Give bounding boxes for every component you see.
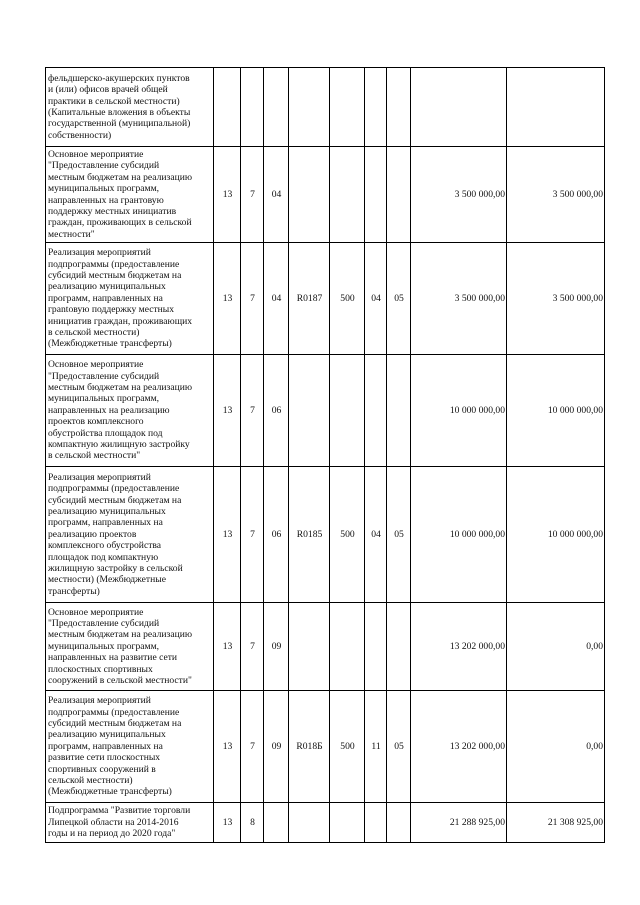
code-cell-2: 7 xyxy=(241,603,264,691)
table-row xyxy=(46,467,605,603)
amount-cell-1 xyxy=(411,68,507,147)
code-cell-1: 13 xyxy=(214,603,241,691)
code-cell-4: R018Б xyxy=(289,691,330,803)
table-row xyxy=(46,68,605,147)
code-cell-6: 11 xyxy=(365,691,387,803)
code-cell-1: 13 xyxy=(214,467,241,603)
row-name-cell: Реализация мероприятий подпрограммы (предоставление субсидий местным бюджетам на реализацию муниципальных программ, направленных на реализацию проектов комплексного обустройства площадок под компактную жилищную застройку в сельской местности) (Межбюджетные трансферты) xyxy=(46,467,214,603)
code-cell-4 xyxy=(289,803,330,843)
code-cell-2 xyxy=(241,68,264,147)
code-cell-3: 09 xyxy=(264,603,289,691)
code-cell-5: 500 xyxy=(330,243,365,355)
amount-cell-1: 10 000 000,00 xyxy=(411,467,507,603)
code-cell-1: 13 xyxy=(214,355,241,467)
code-cell-7: 05 xyxy=(387,243,411,355)
amount-cell-2: 21 308 925,00 xyxy=(507,803,605,843)
code-cell-6 xyxy=(365,68,387,147)
table-row xyxy=(46,147,605,243)
code-cell-5 xyxy=(330,355,365,467)
code-cell-2: 7 xyxy=(241,243,264,355)
code-cell-4 xyxy=(289,68,330,147)
code-cell-1: 13 xyxy=(214,691,241,803)
code-cell-1: 13 xyxy=(214,147,241,243)
amount-cell-1: 3 500 000,00 xyxy=(411,243,507,355)
code-cell-4 xyxy=(289,355,330,467)
amount-cell-1: 10 000 000,00 xyxy=(411,355,507,467)
code-cell-3: 04 xyxy=(264,147,289,243)
code-cell-4 xyxy=(289,147,330,243)
code-cell-5 xyxy=(330,68,365,147)
code-cell-3 xyxy=(264,803,289,843)
table-row xyxy=(46,691,605,803)
code-cell-2: 7 xyxy=(241,691,264,803)
row-name-cell: Реализация мероприятий подпрограммы (предоставление субсидий местным бюджетам на реализацию муниципальных программ, направленных на граntовую поддержку местных инициатив граждан, проживающих в сельской местности) (Межбюджетные трансферты) xyxy=(46,243,214,355)
code-cell-2: 7 xyxy=(241,355,264,467)
code-cell-6 xyxy=(365,603,387,691)
table-row xyxy=(46,603,605,691)
code-cell-7 xyxy=(387,603,411,691)
code-cell-1: 13 xyxy=(214,243,241,355)
code-cell-1: 13 xyxy=(214,803,241,843)
amount-cell-2: 0,00 xyxy=(507,603,605,691)
table-row xyxy=(46,803,605,843)
code-cell-5 xyxy=(330,603,365,691)
code-cell-4 xyxy=(289,603,330,691)
amount-cell-2 xyxy=(507,68,605,147)
amount-cell-2: 3 500 000,00 xyxy=(507,147,605,243)
code-cell-6: 04 xyxy=(365,243,387,355)
code-cell-1 xyxy=(214,68,241,147)
code-cell-2: 7 xyxy=(241,467,264,603)
code-cell-5 xyxy=(330,803,365,843)
amount-cell-2: 10 000 000,00 xyxy=(507,355,605,467)
row-name-cell: Реализация мероприятий подпрограммы (предоставление субсидий местным бюджетам на реализацию муниципальных программ, направленных на развитие сети плоскостных спортивных сооружений в сельской местности) (Межбюджетные трансферты) xyxy=(46,691,214,803)
code-cell-6 xyxy=(365,147,387,243)
code-cell-4: R0185 xyxy=(289,467,330,603)
code-cell-2: 7 xyxy=(241,147,264,243)
code-cell-4: R0187 xyxy=(289,243,330,355)
code-cell-5 xyxy=(330,147,365,243)
code-cell-3: 06 xyxy=(264,355,289,467)
code-cell-7: 05 xyxy=(387,467,411,603)
table-body xyxy=(46,68,605,843)
table-row xyxy=(46,243,605,355)
row-name-cell: фельдшерско-акушерских пунктов и (или) офисов врачей общей практики в сельской местности) (Капитальные вложения в объекты государственной (муниципальной) собственности) xyxy=(46,68,214,147)
code-cell-5: 500 xyxy=(330,691,365,803)
amount-cell-1: 13 202 000,00 xyxy=(411,603,507,691)
code-cell-3: 06 xyxy=(264,467,289,603)
code-cell-7 xyxy=(387,355,411,467)
amount-cell-1: 21 288 925,00 xyxy=(411,803,507,843)
amount-cell-1: 3 500 000,00 xyxy=(411,147,507,243)
code-cell-5: 500 xyxy=(330,467,365,603)
row-name-cell: Основное мероприятие "Предоставление субсидий местным бюджетам на реализацию муниципальных программ, направленных на грантовую поддержку местных инициатив граждан, проживающих в сельской местности" xyxy=(46,147,214,243)
budget-table xyxy=(45,67,605,843)
code-cell-7 xyxy=(387,803,411,843)
code-cell-2: 8 xyxy=(241,803,264,843)
code-cell-6 xyxy=(365,355,387,467)
row-name-cell: Подпрограмма "Развитие торговли Липецкой области на 2014-2016 годы и на период до 2020 года" xyxy=(46,803,214,843)
amount-cell-1: 13 202 000,00 xyxy=(411,691,507,803)
code-cell-7: 05 xyxy=(387,691,411,803)
code-cell-6: 04 xyxy=(365,467,387,603)
amount-cell-2: 3 500 000,00 xyxy=(507,243,605,355)
code-cell-3 xyxy=(264,68,289,147)
table-row xyxy=(46,355,605,467)
code-cell-3: 09 xyxy=(264,691,289,803)
code-cell-6 xyxy=(365,803,387,843)
amount-cell-2: 10 000 000,00 xyxy=(507,467,605,603)
code-cell-7 xyxy=(387,147,411,243)
row-name-cell: Основное мероприятие "Предоставление субсидий местным бюджетам на реализацию муниципальных программ, направленных на реализацию проектов комплексного обустройства площадок под компактную жилищную застройку в сельской местности" xyxy=(46,355,214,467)
amount-cell-2: 0,00 xyxy=(507,691,605,803)
code-cell-7 xyxy=(387,68,411,147)
code-cell-3: 04 xyxy=(264,243,289,355)
row-name-cell: Основное мероприятие "Предоставление субсидий местным бюджетам на реализацию муниципальных программ, направленных на развитие сети плоскостных спортивных сооружений в сельской местности" xyxy=(46,603,214,691)
